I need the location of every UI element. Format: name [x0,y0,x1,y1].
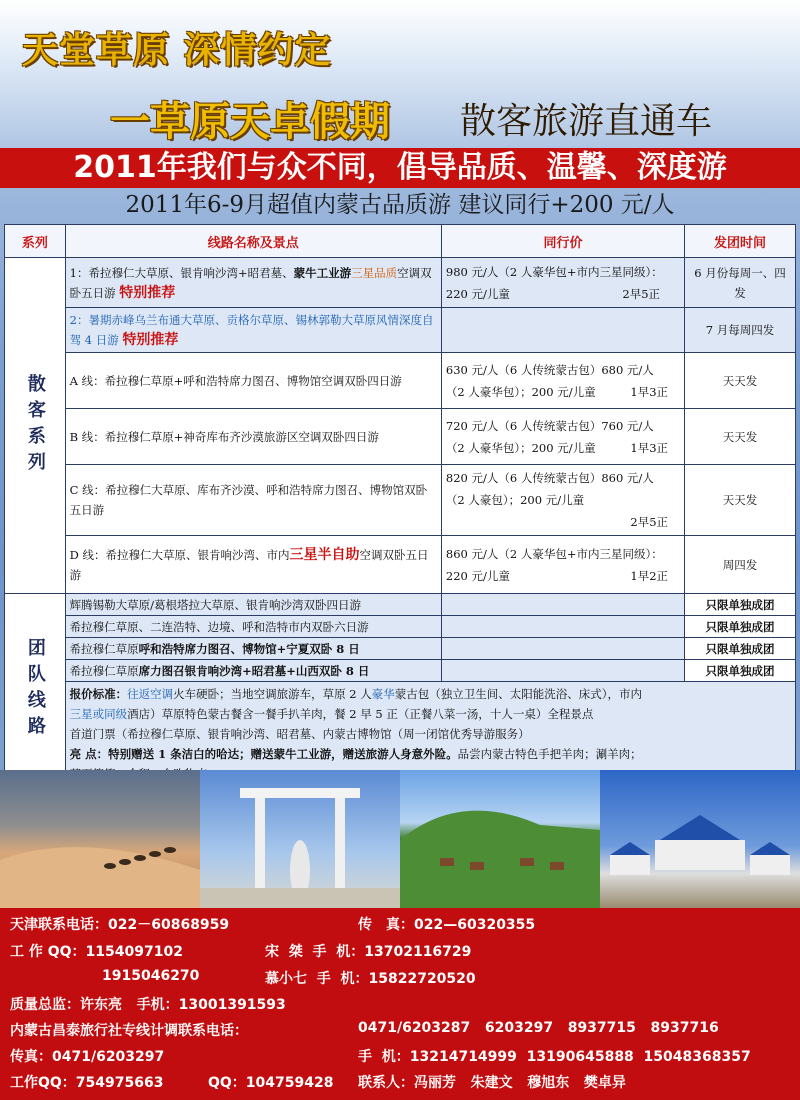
monument-arch-photo [200,770,400,908]
depart-c: 天天发 [685,465,796,536]
route-table [4,224,796,787]
price-c: 820 元/人（6 人传统蒙古包）860 元/人 （2 人豪包）；200 元/儿童 2早5正 [441,465,684,536]
col-depart: 发团时间 [685,225,796,258]
price-d: 860 元/人（2 人豪华包+市内三星同级）： 220 元/儿童 1早2正 [441,536,684,594]
work-qq-2: 1915046270 [102,968,200,984]
quality-director: 质量总监：许东亮 手机：13001391593 [10,997,286,1013]
team-price-1 [441,594,684,616]
col-route: 线路名称及景点 [65,225,441,258]
mongolian-palace-photo [600,770,800,908]
depart-a: 天天发 [685,353,796,409]
depart-1: 6 月份每周一、四发 [685,258,796,308]
desert-camel-photo [0,770,200,908]
team-route-3: 希拉穆仁草原呼和浩特席力图召、博物馆+宁夏双卧 8 日 [65,638,441,660]
price-1: 980 元/人（2 人豪华包+市内三星同级）： 220 元/儿童 2早5正 [441,258,684,308]
route-a: A 线：希拉穆仁草原+呼和浩特席力图召、博物馆空调双卧四日游 [65,353,441,409]
im-fax: 传真：0471/6203297 [10,1049,165,1065]
team-price-4 [441,660,684,682]
price-a: 630 元/人（6 人传统蒙古包）680 元/人 （2 人豪华包）；200 元/儿童 1早3正 [441,353,684,409]
slogan-banner: 2011年我们与众不同，倡导品质、温馨、深度游 [0,148,800,188]
im-qq-1: 工作QQ：754975663 [10,1075,164,1091]
team-route-1: 辉腾锡勒大草原/葛根塔拉大草原、银肯响沙湾双卧四日游 [65,594,441,616]
team-price-2 [441,616,684,638]
inner-mongolia-phones: 0471/6203287 6203297 8937715 8937716 [358,1020,719,1036]
im-qq-2: QQ：104759428 [208,1075,334,1091]
tianjin-fax: 传 真：022—60320355 [358,917,536,933]
im-mobiles: 手 机：13214714999 13190645888 15048368357 [358,1049,751,1065]
subtitle: 2011年6-9月超值内蒙古品质游 建议同行+200 元/人 [125,192,675,218]
route-b: B 线：希拉穆仁草原+神奇库布齐沙漠旅游区空调双卧四日游 [65,409,441,465]
col-price: 同行价 [441,225,684,258]
team-price-3 [441,638,684,660]
notes: 报价标准：往返空调火车硬卧；当地空调旅游车，草原 2 人豪华蒙古包（独立卫生间、太阳能洗浴、床式），市内 三星或同级酒店）草原特色蒙古餐含一餐手扒羊肉，餐 2 早 5 正（正餐八菜一汤，十人一桌）全程景点 首道门票（希拉穆仁草原、银肯响沙湾、昭君墓、内蒙古博物馆（周一闭馆优秀导游服务） 亮 点：特别赠送 1 条洁白的哈达；赠送蒙牛工业游，赠送旅游人身意外险。品尝内蒙古特色手把羊肉；涮羊肉； [65,682,795,787]
team-route-4: 希拉穆仁草原席力图召银肯响沙湾+昭君墓+山西双卧 8 日 [65,660,441,682]
headline-2: 一草原天卓假期 [110,99,390,145]
photo-strip [0,770,800,908]
depart-b: 天天发 [685,409,796,465]
im-contacts: 联系人：冯丽芳 朱建文 穆旭东 樊卓异 [358,1075,626,1091]
contact-song: 宋 桀 手 机：13702116729 [265,944,472,960]
route-1: 1：希拉穆仁大草原、银肯响沙湾+昭君墓、蒙牛工业游三星品质空调双卧五日游 特别推荐 [65,258,441,308]
contact-mu: 慕小七 手 机：15822720520 [265,971,476,987]
route-d: D 线：希拉穆仁大草原、银肯响沙湾、市内三星半自助空调双卧五日游 [65,536,441,594]
team-route-2: 希拉穆仁草原、二连浩特、边境、呼和浩特市内双卧六日游 [65,616,441,638]
inner-mongolia-label: 内蒙古昌泰旅行社专线计调联系电话： [10,1023,248,1039]
route-c: C 线：希拉穆仁大草原、库布齐沙漠、呼和浩特席力图召、博物馆双卧五日游 [65,465,441,536]
headline-1: 天堂草原 深情约定 [22,30,332,71]
depart-2: 7 月每周四发 [685,308,796,353]
price-b: 720 元/人（6 人传统蒙古包）760 元/人 （2 人豪华包）；200 元/儿童 1早3正 [441,409,684,465]
depart-d: 周四发 [685,536,796,594]
route-2: 2：暑期赤峰乌兰布通大草原、贡格尔草原、锡林郭勒大草原风情深度自驾 4 日游 特别推荐 [65,308,441,353]
grassland-cattle-photo [400,770,600,908]
team-depart-3: 只限单独成团 [685,638,796,660]
headline-2b: 散客旅游直通车 [460,101,713,142]
team-depart-2: 只限单独成团 [685,616,796,638]
category-sanke: 散客系列 [5,258,66,594]
tianjin-phone: 天津联系电话：022－60868959 [10,917,230,933]
team-depart-4: 只限单独成团 [685,660,796,682]
category-team: 团队线路 [5,594,66,787]
contact-footer [0,908,800,1100]
team-depart-1: 只限单独成团 [685,594,796,616]
col-series: 系列 [5,225,66,258]
price-2 [441,308,684,353]
work-qq: 工 作 QQ：1154097102 [10,944,183,960]
